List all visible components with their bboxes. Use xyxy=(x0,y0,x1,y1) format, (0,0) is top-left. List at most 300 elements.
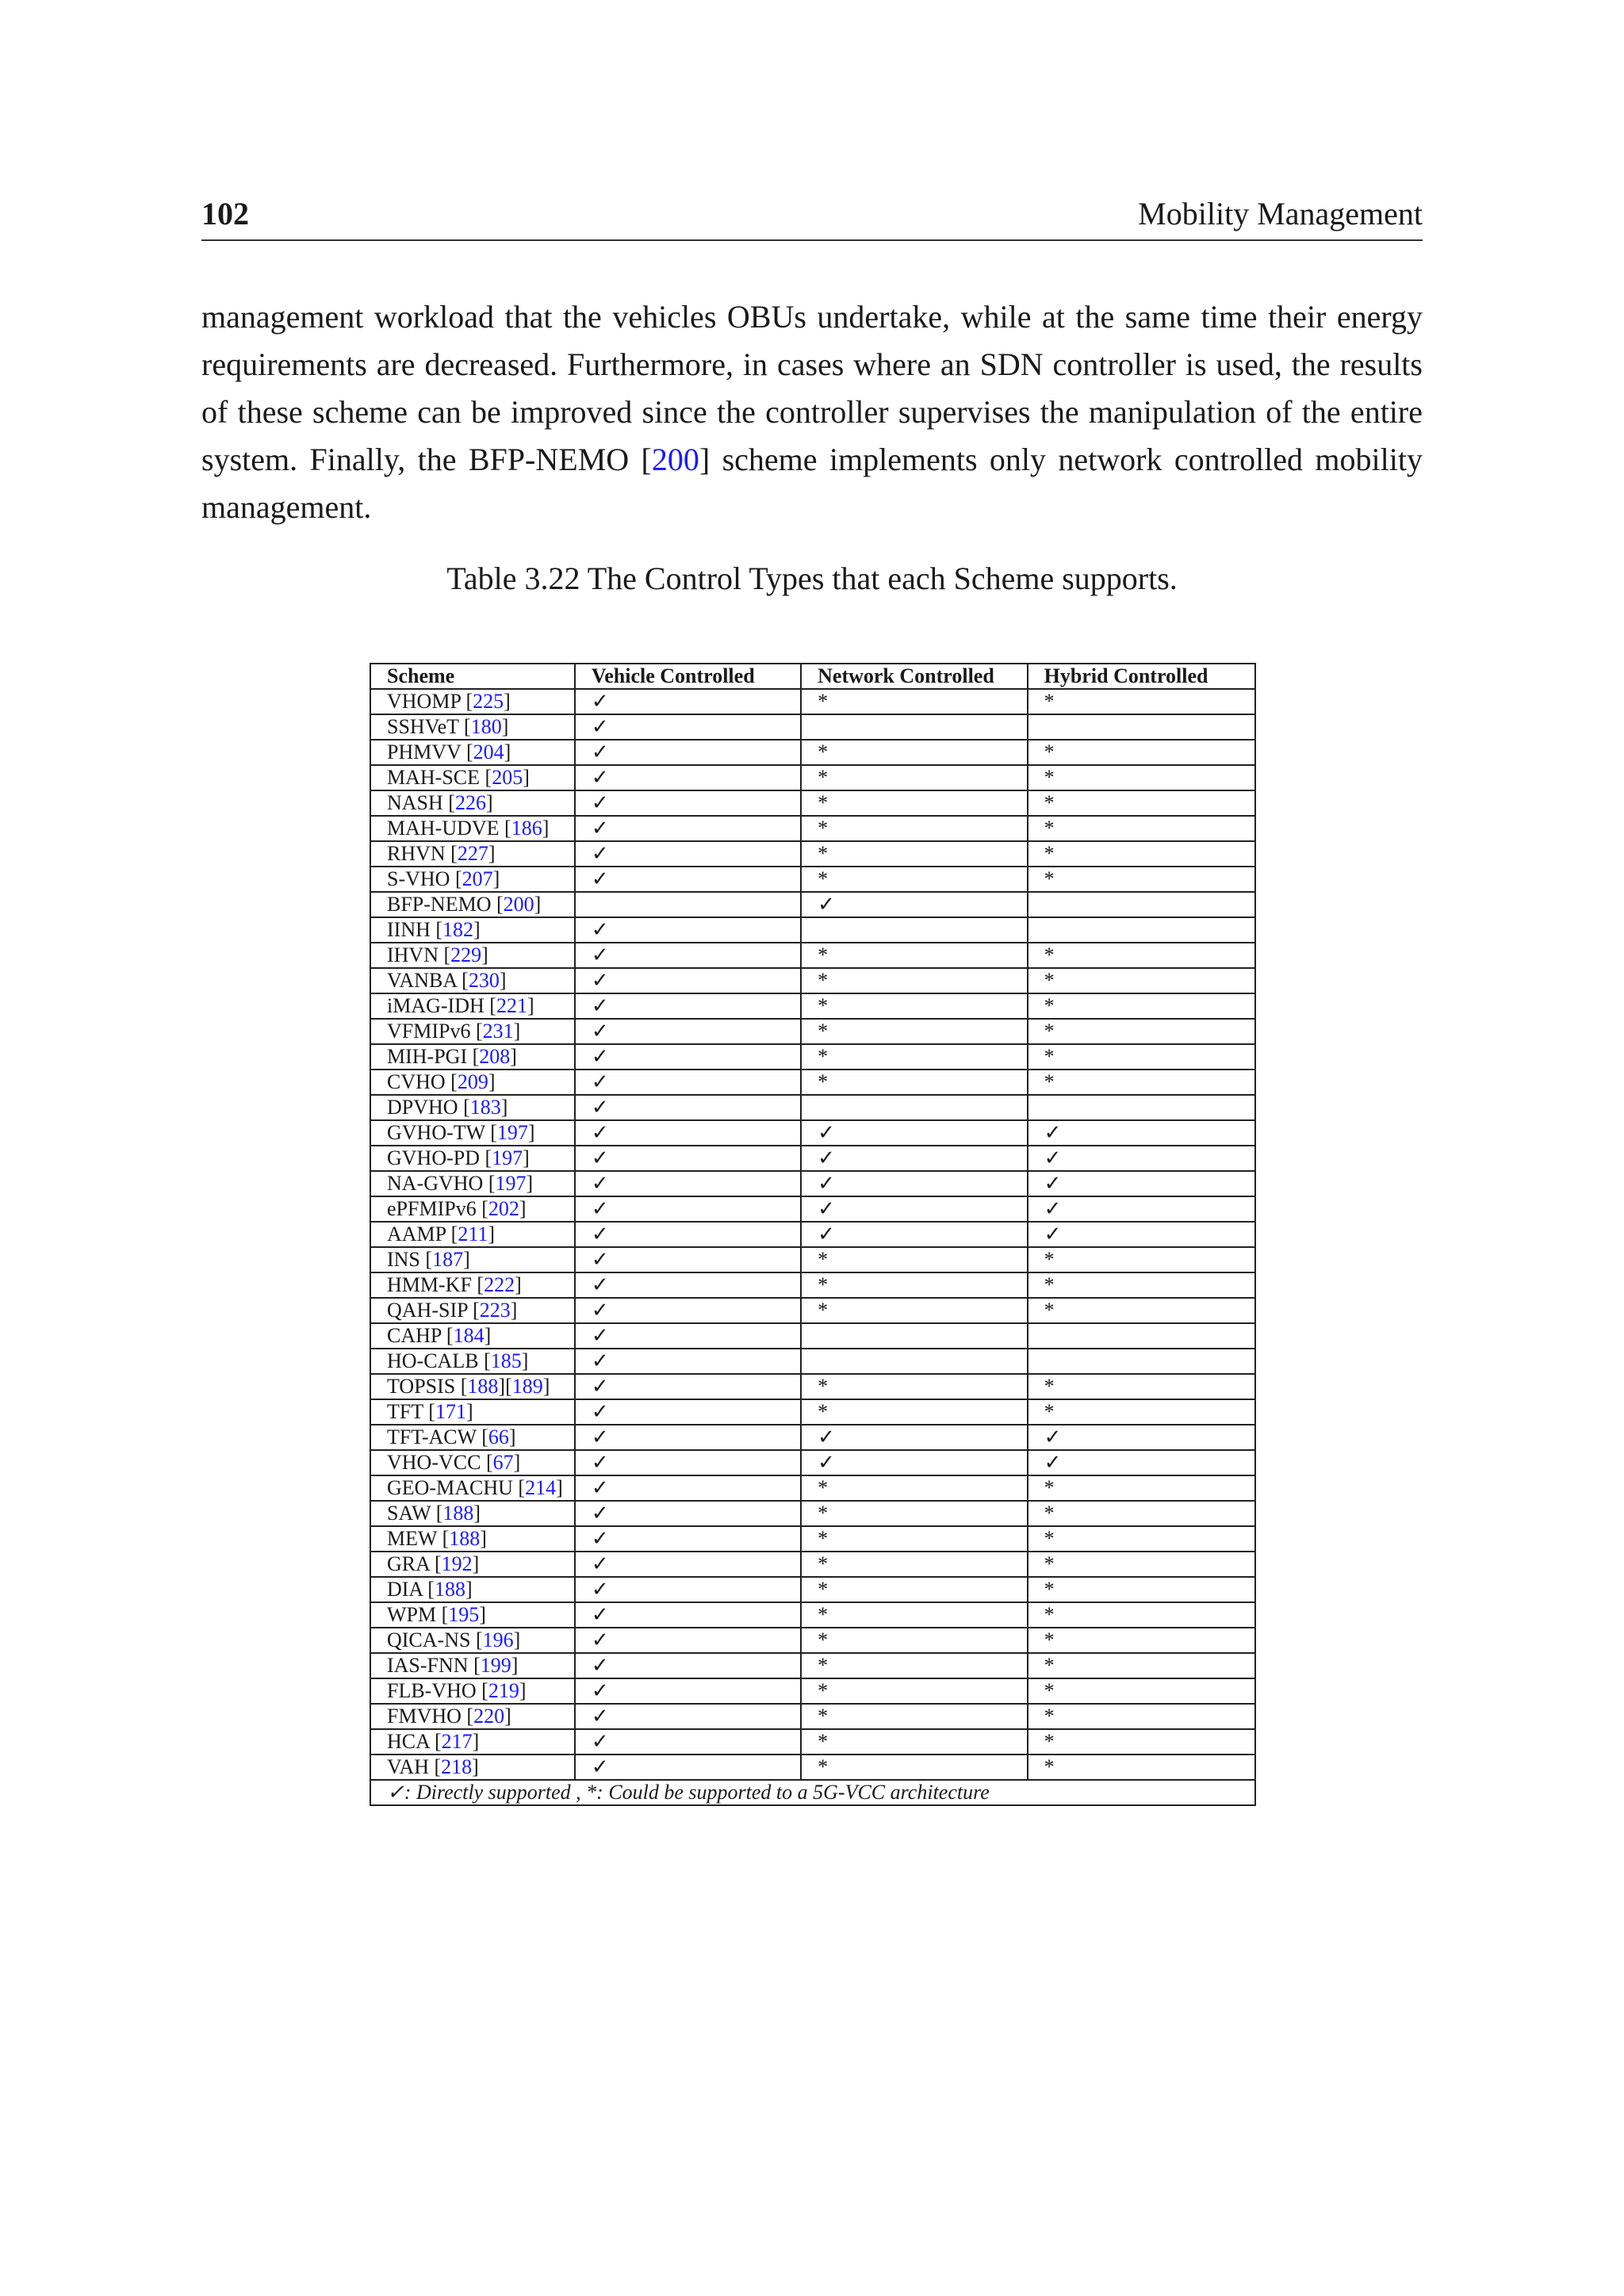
hybrid-controlled-cell: * xyxy=(1028,993,1255,1019)
table-row xyxy=(370,1602,1255,1628)
table-row xyxy=(370,1349,1255,1374)
hybrid-controlled-cell xyxy=(1028,714,1255,740)
citation-link[interactable]: 187 xyxy=(432,1248,464,1271)
scheme-cell: GRA [192] xyxy=(370,1552,575,1577)
network-controlled-cell: ✓ xyxy=(801,1222,1028,1247)
hybrid-controlled-cell: * xyxy=(1028,1628,1255,1653)
citation-link[interactable]: 205 xyxy=(492,766,523,789)
scheme-cell: BFP-NEMO [200] xyxy=(370,892,575,917)
table-footnote: ✓: Directly supported , *: Could be supported to a 5G-VCC architecture xyxy=(370,1780,1255,1805)
network-controlled-cell xyxy=(801,714,1028,740)
scheme-name: AAMP xyxy=(387,1223,446,1246)
scheme-cell: MEW [188] xyxy=(370,1526,575,1552)
scheme-cell: VAH [218] xyxy=(370,1755,575,1780)
table-row xyxy=(370,1374,1255,1399)
citation-link[interactable]: 221 xyxy=(496,994,527,1017)
citation-link[interactable]: 183 xyxy=(469,1096,501,1119)
table-row xyxy=(370,1323,1255,1349)
vehicle-controlled-cell: ✓ xyxy=(575,765,801,790)
scheme-cell: HO-CALB [185] xyxy=(370,1349,575,1374)
citation-link[interactable]: 197 xyxy=(492,1146,523,1169)
hybrid-controlled-cell: * xyxy=(1028,1019,1255,1044)
citation-link[interactable]: 209 xyxy=(457,1070,488,1093)
citation-link[interactable]: 219 xyxy=(488,1679,519,1702)
scheme-cell: QAH-SIP [223] xyxy=(370,1298,575,1323)
scheme-name: GEO-MACHU xyxy=(387,1476,513,1499)
network-controlled-cell: * xyxy=(801,1272,1028,1298)
scheme-name: MIH-PGI xyxy=(387,1045,468,1068)
vehicle-controlled-cell: ✓ xyxy=(575,1019,801,1044)
network-controlled-cell: * xyxy=(801,867,1028,892)
scheme-name: MAH-SCE xyxy=(387,766,481,789)
scheme-name: GRA xyxy=(387,1552,430,1575)
header-vehicle-controlled: Vehicle Controlled xyxy=(575,664,801,689)
table-row xyxy=(370,1171,1255,1196)
scheme-cell: NA-GVHO [197] xyxy=(370,1171,575,1196)
vehicle-controlled-cell: ✓ xyxy=(575,816,801,841)
table-row xyxy=(370,1552,1255,1577)
scheme-name: WPM xyxy=(387,1603,437,1626)
citation-link[interactable]: 67 xyxy=(492,1451,514,1474)
citation-link[interactable]: 223 xyxy=(479,1299,511,1322)
hybrid-controlled-cell: * xyxy=(1028,841,1255,867)
table-row xyxy=(370,1146,1255,1171)
table-row xyxy=(370,1120,1255,1146)
citation-link[interactable]: 189 xyxy=(511,1375,543,1398)
hybrid-controlled-cell xyxy=(1028,1095,1255,1120)
network-controlled-cell: * xyxy=(801,740,1028,765)
scheme-cell: QICA-NS [196] xyxy=(370,1628,575,1653)
scheme-name: S-VHO xyxy=(387,867,450,890)
citation-link[interactable]: 200 xyxy=(651,442,699,477)
network-controlled-cell: ✓ xyxy=(801,1450,1028,1475)
citation-link[interactable]: 184 xyxy=(453,1324,485,1347)
hybrid-controlled-cell: ✓ xyxy=(1028,1171,1255,1196)
hybrid-controlled-cell: ✓ xyxy=(1028,1196,1255,1222)
citation-link[interactable]: 66 xyxy=(488,1425,509,1448)
page-number: 102 xyxy=(201,196,249,232)
citation-link[interactable]: 188 xyxy=(467,1375,499,1398)
network-controlled-cell: * xyxy=(801,1602,1028,1628)
scheme-name: IINH xyxy=(387,918,431,941)
scheme-cell: CVHO [209] xyxy=(370,1070,575,1095)
scheme-cell: TFT [171] xyxy=(370,1399,575,1425)
scheme-name: GVHO-TW xyxy=(387,1121,485,1144)
table-row xyxy=(370,1272,1255,1298)
citation-link[interactable]: 208 xyxy=(479,1045,511,1068)
scheme-name: BFP-NEMO xyxy=(387,893,492,916)
scheme-name: DIA xyxy=(387,1578,423,1601)
hybrid-controlled-cell: * xyxy=(1028,1374,1255,1399)
network-controlled-cell: * xyxy=(801,943,1028,968)
scheme-cell: IAS-FNN [199] xyxy=(370,1653,575,1678)
vehicle-controlled-cell: ✓ xyxy=(575,968,801,993)
network-controlled-cell xyxy=(801,1095,1028,1120)
scheme-name: RHVN xyxy=(387,842,446,865)
scheme-name: VANBA xyxy=(387,969,457,992)
header-hybrid-controlled: Hybrid Controlled xyxy=(1028,664,1255,689)
citation-link[interactable]: 188 xyxy=(449,1527,481,1550)
vehicle-controlled-cell: ✓ xyxy=(575,790,801,816)
vehicle-controlled-cell: ✓ xyxy=(575,1272,801,1298)
scheme-name: TFT xyxy=(387,1400,423,1423)
table-footnote-row xyxy=(370,1780,1255,1805)
hybrid-controlled-cell: * xyxy=(1028,816,1255,841)
vehicle-controlled-cell: ✓ xyxy=(575,1628,801,1653)
network-controlled-cell: * xyxy=(801,1552,1028,1577)
scheme-name: TOPSIS xyxy=(387,1375,456,1398)
vehicle-controlled-cell: ✓ xyxy=(575,1552,801,1577)
scheme-cell: ePFMIPv6 [202] xyxy=(370,1196,575,1222)
vehicle-controlled-cell: ✓ xyxy=(575,1349,801,1374)
scheme-name: NASH xyxy=(387,791,443,814)
network-controlled-cell: * xyxy=(801,1678,1028,1704)
hybrid-controlled-cell: * xyxy=(1028,1755,1255,1780)
table-caption: Table 3.22 The Control Types that each Scheme supports. xyxy=(446,561,1178,596)
scheme-cell: TOPSIS [188][189] xyxy=(370,1374,575,1399)
hybrid-controlled-cell: * xyxy=(1028,1577,1255,1602)
scheme-name: VHOMP xyxy=(387,690,461,713)
scheme-name: TFT-ACW xyxy=(387,1425,477,1448)
hybrid-controlled-cell: * xyxy=(1028,1247,1255,1272)
table-row xyxy=(370,1653,1255,1678)
scheme-name: QAH-SIP xyxy=(387,1299,468,1322)
citation-link[interactable]: 182 xyxy=(442,918,474,941)
network-controlled-cell: * xyxy=(801,1475,1028,1501)
citation-link[interactable]: 185 xyxy=(490,1349,522,1372)
network-controlled-cell: * xyxy=(801,1374,1028,1399)
hybrid-controlled-cell: * xyxy=(1028,689,1255,714)
vehicle-controlled-cell: ✓ xyxy=(575,1044,801,1070)
vehicle-controlled-cell: ✓ xyxy=(575,943,801,968)
vehicle-controlled-cell: ✓ xyxy=(575,1602,801,1628)
table-row xyxy=(370,993,1255,1019)
scheme-name: FLB-VHO xyxy=(387,1679,477,1702)
citation-link[interactable]: 197 xyxy=(496,1121,528,1144)
hybrid-controlled-cell: * xyxy=(1028,1653,1255,1678)
scheme-name: CVHO xyxy=(387,1070,446,1093)
table-row xyxy=(370,1247,1255,1272)
hybrid-controlled-cell: * xyxy=(1028,968,1255,993)
hybrid-controlled-cell xyxy=(1028,1349,1255,1374)
scheme-cell: MAH-SCE [205] xyxy=(370,765,575,790)
network-controlled-cell xyxy=(801,1323,1028,1349)
network-controlled-cell: * xyxy=(801,689,1028,714)
scheme-cell: VHO-VCC [67] xyxy=(370,1450,575,1475)
citation-link[interactable]: 229 xyxy=(450,943,482,966)
scheme-name: ePFMIPv6 xyxy=(387,1197,477,1220)
scheme-cell: GVHO-PD [197] xyxy=(370,1146,575,1171)
table-row xyxy=(370,1678,1255,1704)
hybrid-controlled-cell: * xyxy=(1028,1399,1255,1425)
citation-link[interactable]: 180 xyxy=(470,715,502,738)
table-row xyxy=(370,816,1255,841)
scheme-cell: CAHP [184] xyxy=(370,1323,575,1349)
table-row xyxy=(370,867,1255,892)
network-controlled-cell: * xyxy=(801,816,1028,841)
citation-link[interactable]: 211 xyxy=(458,1223,488,1246)
vehicle-controlled-cell: ✓ xyxy=(575,1450,801,1475)
scheme-name: VHO-VCC xyxy=(387,1451,481,1474)
scheme-name: CAHP xyxy=(387,1324,442,1347)
scheme-cell: VFMIPv6 [231] xyxy=(370,1019,575,1044)
header-network-controlled: Network Controlled xyxy=(801,664,1028,689)
scheme-cell: PHMVV [204] xyxy=(370,740,575,765)
table-row xyxy=(370,1425,1255,1450)
citation-link[interactable]: 171 xyxy=(435,1400,466,1423)
table-row xyxy=(370,1755,1255,1780)
hybrid-controlled-cell: * xyxy=(1028,1526,1255,1552)
vehicle-controlled-cell: ✓ xyxy=(575,1323,801,1349)
network-controlled-cell: * xyxy=(801,1298,1028,1323)
network-controlled-cell: * xyxy=(801,1755,1028,1780)
vehicle-controlled-cell: ✓ xyxy=(575,1120,801,1146)
table-row xyxy=(370,1399,1255,1425)
vehicle-controlled-cell: ✓ xyxy=(575,1196,801,1222)
running-title: Mobility Management xyxy=(1138,196,1423,232)
scheme-name: GVHO-PD xyxy=(387,1146,480,1169)
vehicle-controlled-cell: ✓ xyxy=(575,1247,801,1272)
network-controlled-cell: * xyxy=(801,993,1028,1019)
vehicle-controlled-cell: ✓ xyxy=(575,1171,801,1196)
body-paragraph xyxy=(201,293,1423,531)
scheme-cell: HMM-KF [222] xyxy=(370,1272,575,1298)
citation-link[interactable]: 202 xyxy=(488,1197,519,1220)
scheme-name: SAW xyxy=(387,1502,431,1525)
table-row xyxy=(370,1450,1255,1475)
network-controlled-cell: * xyxy=(801,1704,1028,1729)
citation-link[interactable]: 217 xyxy=(441,1730,473,1753)
citation-link[interactable]: 200 xyxy=(503,893,534,916)
network-controlled-cell: * xyxy=(801,1247,1028,1272)
citation-link[interactable]: 196 xyxy=(482,1628,514,1651)
citation-link[interactable]: 199 xyxy=(480,1654,511,1677)
network-controlled-cell: ✓ xyxy=(801,1120,1028,1146)
citation-link[interactable]: 197 xyxy=(495,1172,527,1195)
citation-link[interactable]: 186 xyxy=(511,817,542,840)
scheme-name: QICA-NS xyxy=(387,1628,471,1651)
citation-link[interactable]: 222 xyxy=(484,1273,515,1296)
citation-link[interactable]: 192 xyxy=(441,1552,473,1575)
scheme-cell: SAW [188] xyxy=(370,1501,575,1526)
vehicle-controlled-cell: ✓ xyxy=(575,740,801,765)
header-scheme: Scheme xyxy=(370,664,575,689)
scheme-cell: HCA [217] xyxy=(370,1729,575,1755)
vehicle-controlled-cell: ✓ xyxy=(575,1399,801,1425)
hybrid-controlled-cell xyxy=(1028,917,1255,943)
table-row xyxy=(370,765,1255,790)
scheme-name: HCA xyxy=(387,1730,430,1753)
table-row xyxy=(370,1729,1255,1755)
scheme-name: SSHVeT xyxy=(387,715,459,738)
scheme-name: IAS-FNN xyxy=(387,1654,469,1677)
scheme-name: VFMIPv6 xyxy=(387,1020,471,1043)
scheme-name: MEW xyxy=(387,1527,438,1550)
network-controlled-cell: * xyxy=(801,1044,1028,1070)
page-header xyxy=(201,195,1423,241)
network-controlled-cell: * xyxy=(801,790,1028,816)
citation-link[interactable]: 204 xyxy=(473,740,504,763)
table-row xyxy=(370,1577,1255,1602)
scheme-cell: NASH [226] xyxy=(370,790,575,816)
scheme-cell: INS [187] xyxy=(370,1247,575,1272)
citation-link[interactable]: 218 xyxy=(441,1755,473,1778)
network-controlled-cell xyxy=(801,1349,1028,1374)
scheme-name: iMAG-IDH xyxy=(387,994,485,1017)
paragraph-text-end: ] scheme implements only network controlled mobility management. xyxy=(201,442,1423,525)
table-row xyxy=(370,714,1255,740)
scheme-cell: FLB-VHO [219] xyxy=(370,1678,575,1704)
vehicle-controlled-cell: ✓ xyxy=(575,1653,801,1678)
table-row xyxy=(370,689,1255,714)
table-row xyxy=(370,1628,1255,1653)
vehicle-controlled-cell: ✓ xyxy=(575,1475,801,1501)
table-row xyxy=(370,1475,1255,1501)
paragraph-text-start: management workload that the vehicles OBUs undertake, while at the same time their energy requirements are decreased. Furthermore, in cases where an SDN controller is used, the results of these scheme can be improved since the controller supervises the manipulation of the entire system. Finally, the BFP-NEMO [ xyxy=(201,299,1423,477)
scheme-cell: DIA [188] xyxy=(370,1577,575,1602)
table-row xyxy=(370,943,1255,968)
table-row xyxy=(370,740,1255,765)
citation-link[interactable]: 188 xyxy=(434,1578,465,1601)
scheme-cell: WPM [195] xyxy=(370,1602,575,1628)
vehicle-controlled-cell: ✓ xyxy=(575,1704,801,1729)
hybrid-controlled-cell: * xyxy=(1028,1602,1255,1628)
table-row xyxy=(370,1298,1255,1323)
hybrid-controlled-cell: * xyxy=(1028,1298,1255,1323)
network-controlled-cell: * xyxy=(801,968,1028,993)
control-types-table xyxy=(370,663,1256,1806)
citation-link[interactable]: 230 xyxy=(468,969,500,992)
table-row xyxy=(370,892,1255,917)
scheme-cell: TFT-ACW [66] xyxy=(370,1425,575,1450)
scheme-cell: IINH [182] xyxy=(370,917,575,943)
scheme-cell: GVHO-TW [197] xyxy=(370,1120,575,1146)
network-controlled-cell: ✓ xyxy=(801,1425,1028,1450)
citation-link[interactable]: 227 xyxy=(457,842,488,865)
hybrid-controlled-cell: * xyxy=(1028,1678,1255,1704)
network-controlled-cell: ✓ xyxy=(801,1196,1028,1222)
table-row xyxy=(370,1526,1255,1552)
hybrid-controlled-cell: * xyxy=(1028,1704,1255,1729)
vehicle-controlled-cell: ✓ xyxy=(575,841,801,867)
citation-link[interactable]: 231 xyxy=(482,1020,514,1043)
vehicle-controlled-cell: ✓ xyxy=(575,993,801,1019)
scheme-cell: DPVHO [183] xyxy=(370,1095,575,1120)
vehicle-controlled-cell: ✓ xyxy=(575,714,801,740)
hybrid-controlled-cell: * xyxy=(1028,1475,1255,1501)
network-controlled-cell: * xyxy=(801,1399,1028,1425)
hybrid-controlled-cell xyxy=(1028,1323,1255,1349)
scheme-cell: VANBA [230] xyxy=(370,968,575,993)
vehicle-controlled-cell: ✓ xyxy=(575,1298,801,1323)
scheme-name: PHMVV xyxy=(387,740,462,763)
scheme-cell: MAH-UDVE [186] xyxy=(370,816,575,841)
scheme-cell: MIH-PGI [208] xyxy=(370,1044,575,1070)
scheme-cell: GEO-MACHU [214] xyxy=(370,1475,575,1501)
hybrid-controlled-cell: ✓ xyxy=(1028,1146,1255,1171)
scheme-cell: RHVN [227] xyxy=(370,841,575,867)
hybrid-controlled-cell: * xyxy=(1028,867,1255,892)
table-row xyxy=(370,1196,1255,1222)
scheme-name: DPVHO xyxy=(387,1096,458,1119)
hybrid-controlled-cell: * xyxy=(1028,943,1255,968)
network-controlled-cell: * xyxy=(801,1019,1028,1044)
table-row xyxy=(370,1704,1255,1729)
hybrid-controlled-cell: * xyxy=(1028,1501,1255,1526)
table-row xyxy=(370,1222,1255,1247)
citation-link[interactable]: 225 xyxy=(473,690,504,713)
network-controlled-cell: * xyxy=(801,1070,1028,1095)
network-controlled-cell: * xyxy=(801,1501,1028,1526)
vehicle-controlled-cell: ✓ xyxy=(575,867,801,892)
citation-link[interactable]: 214 xyxy=(525,1476,557,1499)
hybrid-controlled-cell: ✓ xyxy=(1028,1222,1255,1247)
table-row xyxy=(370,1070,1255,1095)
table-row xyxy=(370,1095,1255,1120)
vehicle-controlled-cell: ✓ xyxy=(575,1222,801,1247)
network-controlled-cell: * xyxy=(801,765,1028,790)
table-row xyxy=(370,790,1255,816)
scheme-cell: SSHVeT [180] xyxy=(370,714,575,740)
scheme-cell: FMVHO [220] xyxy=(370,1704,575,1729)
network-controlled-cell xyxy=(801,917,1028,943)
hybrid-controlled-cell: * xyxy=(1028,790,1255,816)
citation-link[interactable]: 207 xyxy=(462,867,493,890)
scheme-cell: S-VHO [207] xyxy=(370,867,575,892)
hybrid-controlled-cell: ✓ xyxy=(1028,1425,1255,1450)
citation-link[interactable]: 195 xyxy=(448,1603,480,1626)
scheme-name: VAH xyxy=(387,1755,429,1778)
vehicle-controlled-cell: ✓ xyxy=(575,1374,801,1399)
network-controlled-cell: * xyxy=(801,1526,1028,1552)
scheme-name: NA-GVHO xyxy=(387,1172,484,1195)
citation-link[interactable]: 226 xyxy=(454,791,486,814)
table-row xyxy=(370,1019,1255,1044)
table-body xyxy=(370,689,1255,1780)
hybrid-controlled-cell xyxy=(1028,892,1255,917)
hybrid-controlled-cell: * xyxy=(1028,1044,1255,1070)
scheme-cell: VHOMP [225] xyxy=(370,689,575,714)
scheme-name: FMVHO xyxy=(387,1705,462,1728)
network-controlled-cell: ✓ xyxy=(801,892,1028,917)
vehicle-controlled-cell: ✓ xyxy=(575,1146,801,1171)
network-controlled-cell: * xyxy=(801,1653,1028,1678)
table-row xyxy=(370,968,1255,993)
scheme-name: HMM-KF xyxy=(387,1273,472,1296)
scheme-name: IHVN xyxy=(387,943,439,966)
vehicle-controlled-cell: ✓ xyxy=(575,1678,801,1704)
citation-link[interactable]: 188 xyxy=(442,1502,474,1525)
hybrid-controlled-cell: * xyxy=(1028,740,1255,765)
vehicle-controlled-cell: ✓ xyxy=(575,1095,801,1120)
vehicle-controlled-cell xyxy=(575,892,801,917)
hybrid-controlled-cell: * xyxy=(1028,1729,1255,1755)
vehicle-controlled-cell: ✓ xyxy=(575,1729,801,1755)
table-row xyxy=(370,841,1255,867)
vehicle-controlled-cell: ✓ xyxy=(575,917,801,943)
vehicle-controlled-cell: ✓ xyxy=(575,1526,801,1552)
hybrid-controlled-cell: ✓ xyxy=(1028,1450,1255,1475)
scheme-cell: IHVN [229] xyxy=(370,943,575,968)
vehicle-controlled-cell: ✓ xyxy=(575,1501,801,1526)
citation-link[interactable]: 220 xyxy=(473,1705,505,1728)
table-row xyxy=(370,917,1255,943)
hybrid-controlled-cell: ✓ xyxy=(1028,1120,1255,1146)
network-controlled-cell: * xyxy=(801,1729,1028,1755)
hybrid-controlled-cell: * xyxy=(1028,1272,1255,1298)
scheme-name: MAH-UDVE xyxy=(387,817,500,840)
network-controlled-cell: * xyxy=(801,1628,1028,1653)
